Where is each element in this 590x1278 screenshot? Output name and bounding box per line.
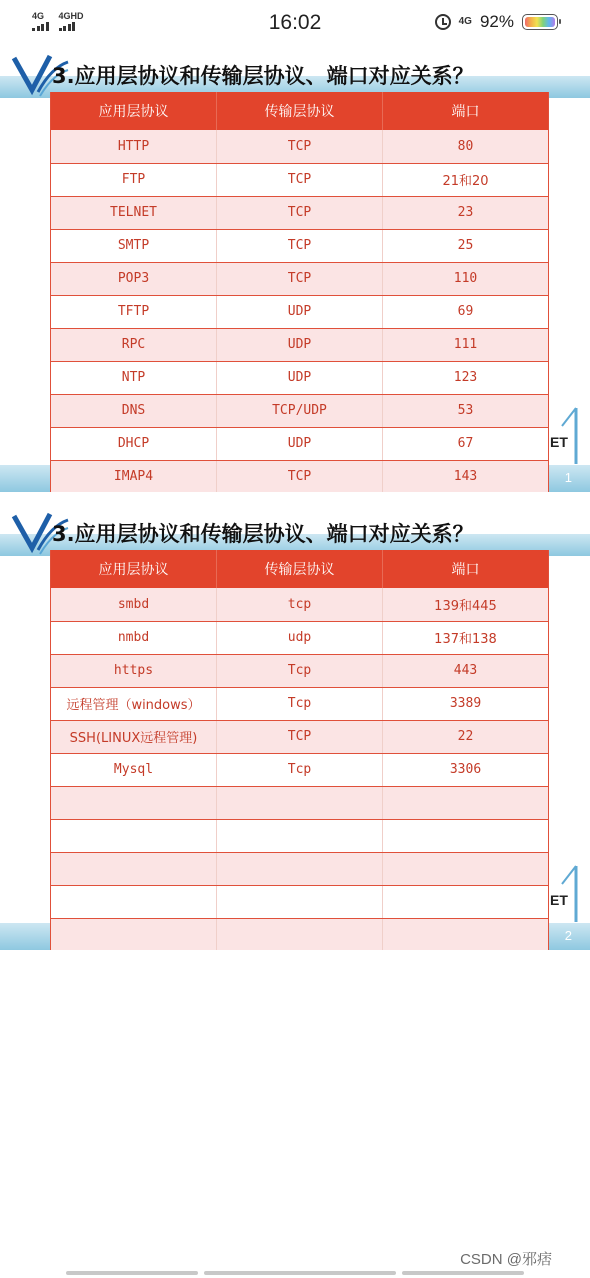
table-cell: NTP: [51, 361, 217, 394]
table-cell: 23: [383, 196, 549, 229]
table-cell: TCP: [217, 460, 383, 492]
table-cell: [217, 852, 383, 885]
table-cell: 69: [383, 295, 549, 328]
table-cell: 143: [383, 460, 549, 492]
table-cell: [217, 786, 383, 819]
table-cell: 123: [383, 361, 549, 394]
table-row: [51, 427, 549, 460]
column-header: 应用层协议: [51, 92, 217, 130]
slide-2: [0, 504, 590, 950]
table-cell: 443: [383, 654, 549, 687]
table-cell: [217, 885, 383, 918]
table-row: [51, 852, 549, 885]
table-cell: [217, 918, 383, 950]
brand-text: ET: [550, 892, 568, 908]
column-header: 端口: [383, 550, 549, 588]
table-row: [51, 621, 549, 654]
page-number: 1: [564, 470, 572, 485]
table-cell: DHCP: [51, 427, 217, 460]
table-cell: 远程管理（windows）: [51, 687, 217, 720]
table-header-row: [51, 92, 549, 130]
page-number: 2: [564, 928, 572, 943]
table-row: [51, 720, 549, 753]
table-cell: udp: [217, 621, 383, 654]
brand-mark: [548, 406, 588, 466]
table-cell: HTTP: [51, 130, 217, 163]
table-cell: Tcp: [217, 687, 383, 720]
table-cell: 110: [383, 262, 549, 295]
nav-handle[interactable]: [204, 1271, 396, 1275]
table-cell: [383, 918, 549, 950]
table-cell: 3306: [383, 753, 549, 786]
watermark: CSDN @邪痞: [460, 1251, 552, 1268]
clock: 16:02: [268, 11, 322, 34]
table-row: [51, 918, 549, 950]
column-header: 应用层协议: [51, 550, 217, 588]
table-row: [51, 687, 549, 720]
table-row: [51, 163, 549, 196]
table-cell: TCP: [217, 262, 383, 295]
signal-label: 4GHD: [58, 11, 84, 21]
table-row: [51, 460, 549, 492]
table-cell: [51, 852, 217, 885]
table-cell: TCP: [217, 130, 383, 163]
table-cell: nmbd: [51, 621, 217, 654]
table-cell: 139和445: [383, 588, 549, 621]
table-row: [51, 819, 549, 852]
table-cell: TFTP: [51, 295, 217, 328]
protocol-table: [50, 92, 549, 492]
table-cell: tcp: [217, 588, 383, 621]
table-row: [51, 588, 549, 621]
table-cell: UDP: [217, 361, 383, 394]
status-icons: [435, 12, 558, 32]
table-cell: [51, 885, 217, 918]
table-cell: 25: [383, 229, 549, 262]
table-cell: TCP: [217, 163, 383, 196]
table-cell: UDP: [217, 295, 383, 328]
table-row: [51, 654, 549, 687]
table-cell: SSH(LINUX远程管理): [51, 720, 217, 753]
slide-title: 3.应用层协议和传输层协议、端口对应关系？: [52, 64, 474, 88]
table-row: [51, 361, 549, 394]
table-cell: SMTP: [51, 229, 217, 262]
table-row: [51, 130, 549, 163]
signal-label: 4G: [32, 11, 45, 21]
table-cell: TCP: [217, 720, 383, 753]
table-cell: 137和138: [383, 621, 549, 654]
table-row: [51, 328, 549, 361]
table-header-row: [51, 550, 549, 588]
table-cell: Mysql: [51, 753, 217, 786]
column-header: 端口: [383, 92, 549, 130]
table-cell: FTP: [51, 163, 217, 196]
table-cell: [383, 819, 549, 852]
table-row: [51, 394, 549, 427]
table-cell: TCP/UDP: [217, 394, 383, 427]
brand-mark: [548, 864, 588, 924]
table-cell: Tcp: [217, 753, 383, 786]
slide-1: [0, 46, 590, 492]
table-cell: https: [51, 654, 217, 687]
table-cell: 53: [383, 394, 549, 427]
table-row: [51, 786, 549, 819]
table-cell: [51, 786, 217, 819]
table-row: [51, 885, 549, 918]
table-row: [51, 196, 549, 229]
table-cell: RPC: [51, 328, 217, 361]
table-cell: 111: [383, 328, 549, 361]
battery-icon: [522, 14, 558, 30]
table-cell: IMAP4: [51, 460, 217, 492]
table-row: [51, 229, 549, 262]
alarm-icon: [435, 14, 451, 30]
table-cell: 21和20: [383, 163, 549, 196]
table-cell: Tcp: [217, 654, 383, 687]
table-cell: [383, 786, 549, 819]
table-cell: 22: [383, 720, 549, 753]
table-cell: DNS: [51, 394, 217, 427]
table-cell: UDP: [217, 328, 383, 361]
nav-handle[interactable]: [66, 1271, 198, 1275]
table-row: [51, 753, 549, 786]
table-cell: 67: [383, 427, 549, 460]
status-bar: [0, 0, 590, 46]
battery-percent: 92%: [479, 12, 514, 31]
table-cell: TELNET: [51, 196, 217, 229]
table-cell: [383, 885, 549, 918]
table-cell: TCP: [217, 196, 383, 229]
table-cell: 3389: [383, 687, 549, 720]
table-cell: POP3: [51, 262, 217, 295]
slide-title: 3.应用层协议和传输层协议、端口对应关系？: [52, 522, 474, 546]
table-cell: UDP: [217, 427, 383, 460]
brand-text: ET: [550, 434, 568, 450]
table-cell: [383, 852, 549, 885]
table-cell: [217, 819, 383, 852]
nav-handle[interactable]: [402, 1271, 524, 1275]
table-cell: smbd: [51, 588, 217, 621]
column-header: 传输层协议: [217, 92, 383, 130]
protocol-table: [50, 550, 549, 950]
table-cell: [51, 918, 217, 950]
column-header: 传输层协议: [217, 550, 383, 588]
table-row: [51, 295, 549, 328]
network-label: 4G: [458, 16, 472, 27]
table-row: [51, 262, 549, 295]
table-cell: 80: [383, 130, 549, 163]
table-cell: TCP: [217, 229, 383, 262]
table-cell: [51, 819, 217, 852]
